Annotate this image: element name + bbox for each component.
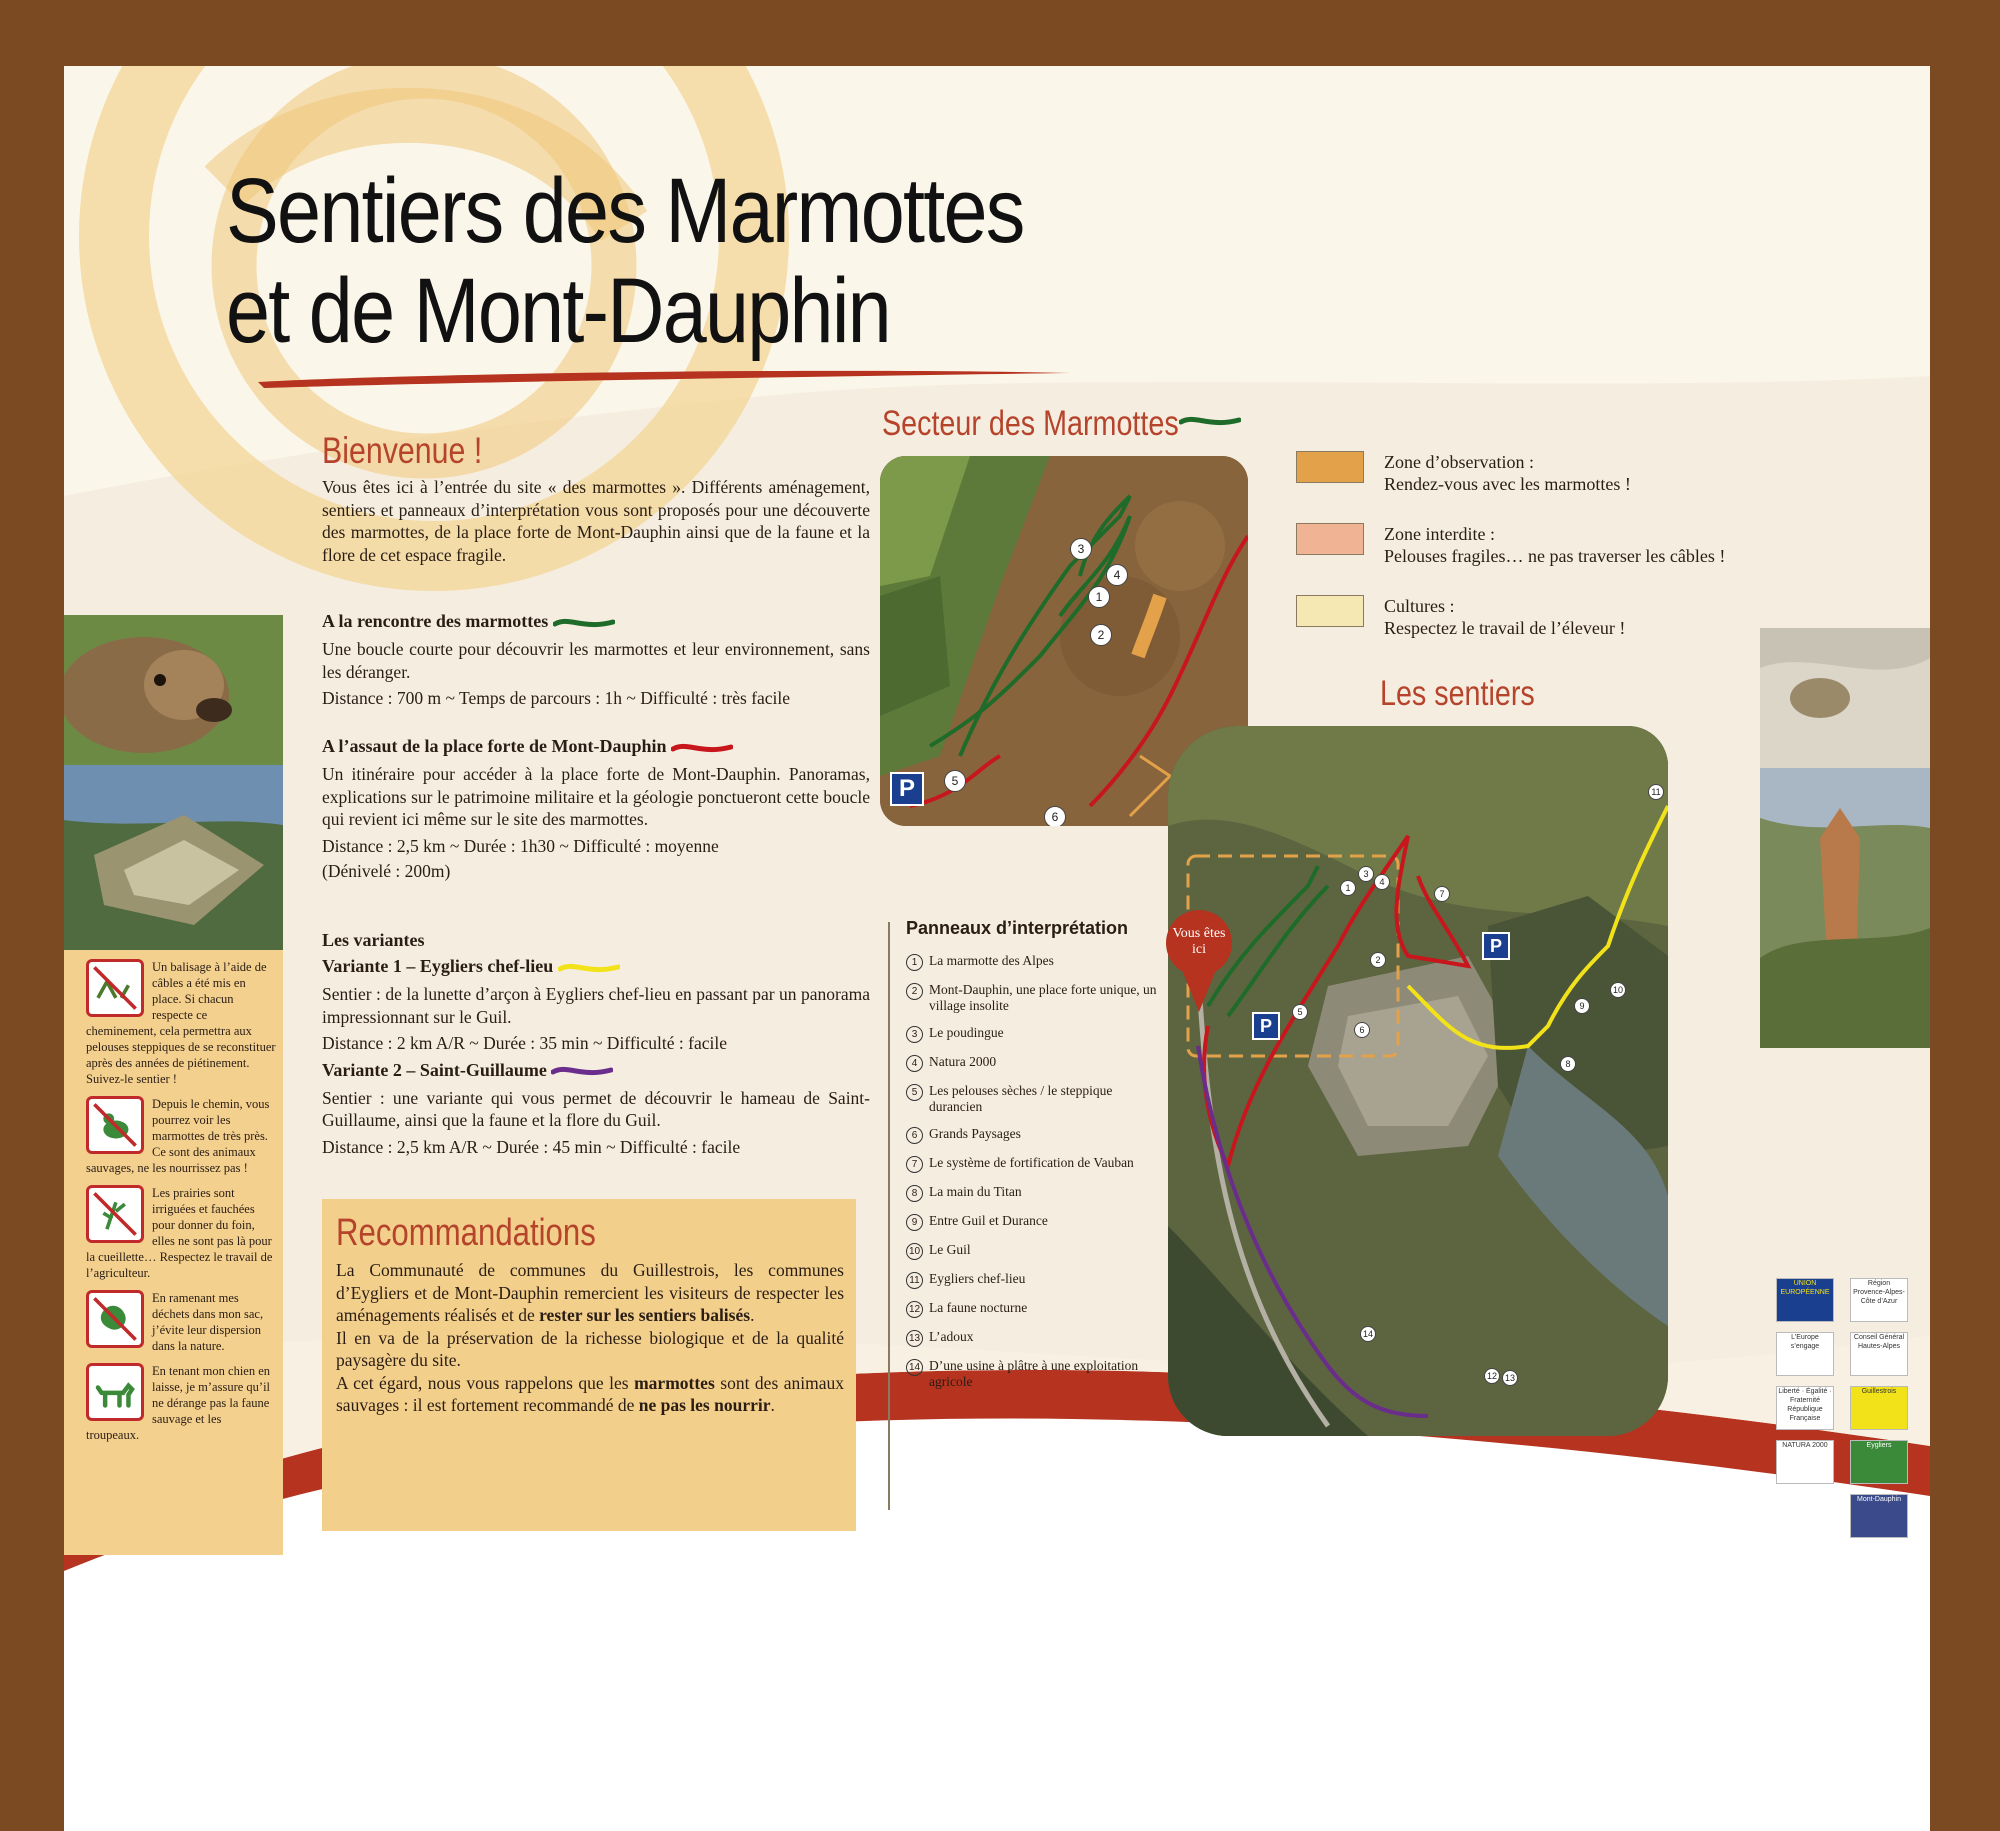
- panel-item: [906, 953, 1166, 971]
- panel-label: Le poudingue: [929, 1025, 1004, 1040]
- trail-point-13: 13: [1502, 1370, 1518, 1386]
- rule-item: [86, 959, 276, 1087]
- recommendations-heading: Recommandations: [336, 1212, 596, 1254]
- route-mont-dauphin-stats: Distance : 2,5 km ~ Durée : 1h30 ~ Difficulté : moyenne: [322, 835, 719, 856]
- route-marmottes: [322, 611, 870, 710]
- trail-parking-icon-2: P: [1252, 1012, 1280, 1040]
- panels-items: [906, 953, 1166, 1390]
- panel-item: [906, 1300, 1166, 1318]
- region-logo: Région Provence-Alpes-Côte d’Azur: [1850, 1278, 1908, 1322]
- sector-point-3: 3: [1070, 538, 1092, 560]
- panel-item: [906, 1271, 1166, 1289]
- sign-board: [64, 66, 1930, 1831]
- recommendations-box: [322, 1199, 856, 1531]
- map-legend: [1296, 451, 1816, 639]
- variants-section: [322, 930, 870, 1158]
- variants-heading: Les variantes: [322, 930, 425, 950]
- purple-trail-icon: [551, 1064, 613, 1078]
- legend-swatch: [1296, 451, 1364, 483]
- trails-map: [1168, 726, 1668, 1436]
- no-litter-icon: [86, 1290, 144, 1348]
- title-underline: [254, 368, 1074, 390]
- trail-point-8: 8: [1560, 1056, 1576, 1072]
- recommendations-text: La Communauté de communes du Guillestrois, les communes d’Eygliers et de Mont-Dauphin remercient les visiteurs de respecter les aménagements réalisés et de rester sur les sentiers balisés. Il en va de la préservation de la richesse biologique et de la qualité paysagère du site. A cet égard, nous vous rappelons que les marmottes sont des animaux sauvages : il est fortement recommandé de ne pas les nourrir.: [336, 1260, 844, 1415]
- panel-label: L’adoux: [929, 1329, 974, 1344]
- sector-point-4: 4: [1106, 564, 1128, 586]
- route-mont-dauphin-text: Un itinéraire pour accéder à la place forte de Mont-Dauphin. Panoramas, explications sur le patrimoine militaire et la géologie ponctueront cette boucle qui revient ici même sur le site des marmottes.: [322, 764, 870, 829]
- legend-observation: Zone d’observation : Rendez-vous avec les marmottes !: [1296, 451, 1816, 495]
- sector-point-6: 6: [1044, 806, 1066, 826]
- rule-text: En ramenant mes déchets dans mon sac, j’évite leur dispersion dans la nature.: [152, 1291, 264, 1353]
- rule-item: [86, 1290, 276, 1354]
- route-marmottes-title: A la rencontre des marmottes: [322, 611, 549, 631]
- panel-number: 10: [906, 1243, 923, 1260]
- panel-label: Natura 2000: [929, 1054, 997, 1069]
- leader-logo: L’Europe s’engage: [1776, 1332, 1834, 1376]
- route-mont-dauphin-elevation: (Dénivelé : 200m): [322, 861, 451, 881]
- trail-point-11: 11: [1648, 784, 1664, 800]
- panel-item: [906, 1126, 1166, 1144]
- guillestrois-logo: Guillestrois: [1850, 1386, 1908, 1430]
- rules-list: [86, 959, 276, 1443]
- rule-item: [86, 1363, 276, 1443]
- variant-2-text: Sentier : une variante qui vous permet de découvrir le hameau de Saint-Guillaume, ainsi que la faune et la flore du Guil.: [322, 1087, 870, 1130]
- variant-2-title: Variante 2 – Saint-Guillaume: [322, 1059, 547, 1080]
- sector-heading: Secteur des Marmottes: [882, 404, 1179, 443]
- panel-item: [906, 982, 1166, 1014]
- no-trampling-icon: [86, 959, 144, 1017]
- rule-text: Un balisage à l’aide de câbles a été mis en place. Si chacun respecte ce cheminement, cela permettra aux pelouses steppiques de se reconstituer après des années de piétinement. Suivez-le sentier !: [86, 960, 276, 1086]
- main-title: [226, 161, 1024, 361]
- rule-item: [86, 1185, 276, 1281]
- trail-point-12: 12: [1484, 1368, 1500, 1384]
- trail-point-2: 2: [1370, 952, 1386, 968]
- panel-label: La main du Titan: [929, 1184, 1022, 1199]
- republique-logo: Liberté · Égalité · Fraternité République Française: [1776, 1386, 1834, 1430]
- panel-number: 9: [906, 1214, 923, 1231]
- panel-number: 2: [906, 983, 923, 1000]
- panel-item: [906, 1025, 1166, 1043]
- eu-flag-logo: UNION EUROPÉENNE: [1776, 1278, 1834, 1322]
- trail-point-5: 5: [1292, 1004, 1308, 1020]
- rule-item: [86, 1096, 276, 1176]
- sector-green-trail-icon: [1179, 412, 1241, 428]
- variant-1-stats: Distance : 2 km A/R ~ Durée : 35 min ~ Difficulté : facile: [322, 1033, 727, 1053]
- panel-number: 13: [906, 1330, 923, 1347]
- panel-number: 5: [906, 1084, 923, 1101]
- legend-swatch: [1296, 595, 1364, 627]
- panel-number: 8: [906, 1185, 923, 1202]
- rule-text: Les prairies sont irriguées et fauchées pour donner du foin, elles ne sont pas là pour la cueillette… Respectez le travail de l’agriculteur.: [86, 1186, 273, 1280]
- panel-label: Entre Guil et Durance: [929, 1213, 1048, 1228]
- welcome-intro: Vous êtes ici à l’entrée du site « des marmottes ». Différents aménagement, sentiers et panneaux d’interprétation vous sont proposés pour une découverte des marmottes, de la place forte de Mont-Dauphin ainsi que de la faune et la flore de cet espace fragile.: [322, 477, 870, 565]
- sector-point-2: 2: [1090, 624, 1112, 646]
- panel-number: 12: [906, 1301, 923, 1318]
- rule-text: Depuis le chemin, vous pourrez voir les marmottes de très près. Ce sont des animaux sauvages, ne les nourrissez pas !: [86, 1097, 270, 1175]
- montdauphin-crest-logo: Mont-Dauphin: [1850, 1494, 1908, 1538]
- panel-label: Le Guil: [929, 1242, 971, 1257]
- panel-number: 7: [906, 1156, 923, 1173]
- natura2000-logo: NATURA 2000: [1776, 1440, 1834, 1484]
- panel-label: La marmotte des Alpes: [929, 953, 1054, 968]
- yellow-trail-icon: [558, 961, 620, 975]
- variant-1-text: Sentier : de la lunette d’arçon à Eygliers chef-lieu en passant par un panorama impressionnant sur le Guil.: [322, 984, 870, 1027]
- panel-label: Grands Paysages: [929, 1126, 1021, 1141]
- trail-point-3: 3: [1358, 866, 1374, 882]
- no-feeding-icon: [86, 1096, 144, 1154]
- trail-point-9: 9: [1574, 998, 1590, 1014]
- panel-item: [906, 1054, 1166, 1072]
- panel-item: [906, 1242, 1166, 1260]
- panel-number: 6: [906, 1127, 923, 1144]
- panel-item: [906, 1083, 1166, 1115]
- trail-parking-icon: P: [1482, 932, 1510, 960]
- panel-number: 11: [906, 1272, 923, 1289]
- sector-parking-icon: P: [890, 772, 924, 806]
- conseil-general-logo: Conseil Général Hautes-Alpes: [1850, 1332, 1908, 1376]
- route-marmottes-stats: Distance : 700 m ~ Temps de parcours : 1h ~ Difficulté : très facile: [322, 688, 791, 708]
- route-marmottes-text: Une boucle courte pour découvrir les marmottes et leur environnement, sans les déranger.: [322, 639, 870, 682]
- legend-crops: Cultures : Respectez le travail de l’éleveur !: [1296, 595, 1816, 639]
- panel-item: [906, 1358, 1166, 1390]
- route-mont-dauphin: [322, 736, 870, 883]
- welcome-heading: Bienvenue !: [322, 430, 483, 471]
- panel-item: [906, 1329, 1166, 1347]
- trails-heading: Les sentiers: [1380, 674, 1535, 713]
- panel-number: 4: [906, 1055, 923, 1072]
- panel-number: 1: [906, 954, 923, 971]
- variant-2-stats: Distance : 2,5 km A/R ~ Durée : 45 min ~ Difficulté : facile: [322, 1136, 741, 1157]
- sector-point-1: 1: [1088, 586, 1110, 608]
- panel-label: D’une usine à plâtre à une exploitation agricole: [929, 1358, 1139, 1389]
- legend-forbidden: Zone interdite : Pelouses fragiles… ne pas traverser les câbles !: [1296, 523, 1816, 567]
- panel-item: [906, 1184, 1166, 1202]
- variant-1-title: Variante 1 – Eygliers chef-lieu: [322, 956, 554, 976]
- panels-divider: [888, 922, 892, 1510]
- trails-aerial-image: [1168, 726, 1668, 1436]
- trail-point-14: 14: [1360, 1326, 1376, 1342]
- trail-point-1: 1: [1340, 880, 1356, 896]
- panel-item: [906, 1213, 1166, 1231]
- eygliers-crest-logo: Eygliers: [1850, 1440, 1908, 1484]
- title-line-1: Sentiers des Marmottes: [226, 160, 1024, 262]
- panels-heading: Panneaux d’interprétation: [906, 918, 1129, 938]
- route-mont-dauphin-title: A l’assaut de la place forte de Mont-Dauphin: [322, 736, 667, 756]
- panels-list: [906, 918, 1166, 1401]
- trail-point-10: 10: [1610, 982, 1626, 998]
- you-are-here-marker: Vous êtes ici: [1166, 910, 1232, 976]
- no-picking-icon: [86, 1185, 144, 1243]
- panel-item: [906, 1155, 1166, 1173]
- trail-point-6: 6: [1354, 1022, 1370, 1038]
- trail-point-4: 4: [1374, 874, 1390, 890]
- dog-leash-icon: [86, 1363, 144, 1421]
- rock-photos: [1760, 628, 1930, 1048]
- trail-point-7: 7: [1434, 886, 1450, 902]
- title-line-2: et de Mont-Dauphin: [226, 260, 890, 362]
- panel-label: Eygliers chef-lieu: [929, 1271, 1026, 1286]
- panel-label: Mont-Dauphin, une place forte unique, un village insolite: [929, 982, 1157, 1013]
- panel-label: La faune nocturne: [929, 1300, 1028, 1315]
- you-are-here-pointer: [1182, 970, 1216, 1012]
- rule-text: En tenant mon chien en laisse, je m’assure qu’il ne dérange pas la faune sauvage et les troupeaux.: [86, 1364, 271, 1442]
- red-trail-icon: [671, 741, 733, 755]
- panel-number: 14: [906, 1359, 923, 1376]
- panel-label: Le système de fortification de Vauban: [929, 1155, 1134, 1170]
- panel-label: Les pelouses sèches / le steppique durancien: [929, 1083, 1113, 1114]
- sector-point-5: 5: [944, 770, 966, 792]
- legend-swatch: [1296, 523, 1364, 555]
- panel-number: 3: [906, 1026, 923, 1043]
- green-trail-icon: [553, 616, 615, 630]
- marmot-and-fort-photos: [64, 615, 283, 950]
